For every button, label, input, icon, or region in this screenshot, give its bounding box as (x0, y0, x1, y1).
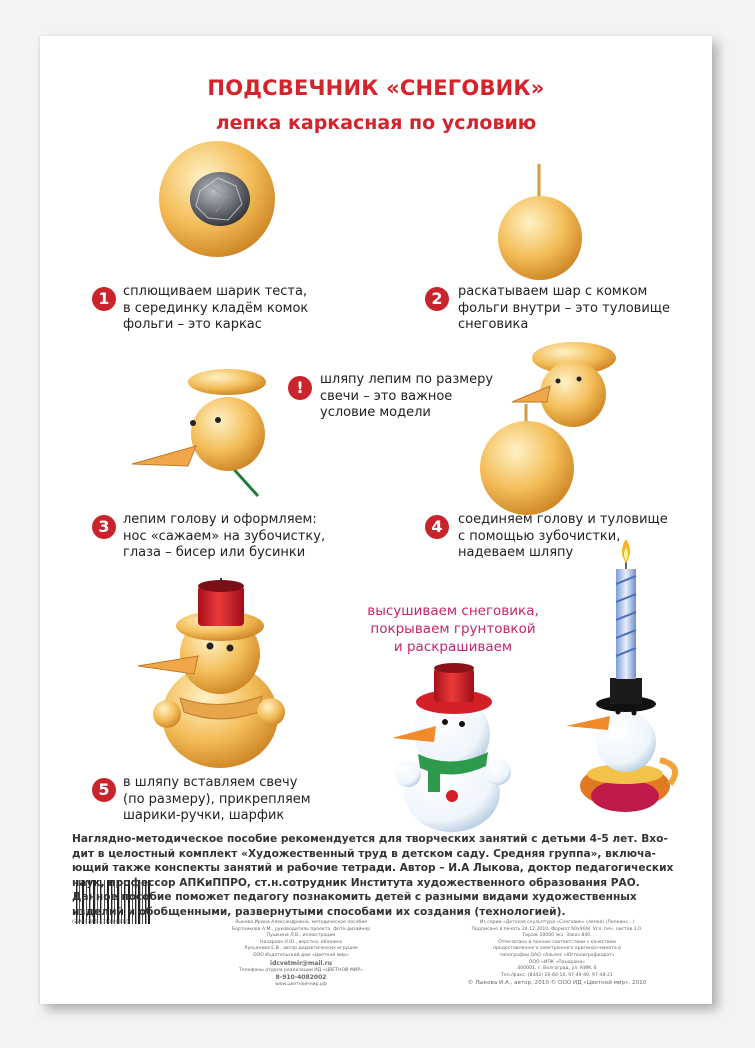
note-line: шляпу лепим по размеру (320, 372, 494, 387)
imprint-line: Из серии «Детская скульптура «Снеговик» (лепка) (Лепкинс...) (479, 920, 635, 925)
step-5-text (123, 775, 311, 825)
note-line: свечи – это важное (320, 388, 453, 404)
finish-line: покрываем грунтовкой (370, 621, 536, 637)
isbn-text (72, 920, 129, 927)
description-line: изделий и обобщенными, развернутыми способами их создания (технологией). (72, 905, 566, 918)
step-4-line: соединяем голову и туловище (458, 512, 668, 527)
step-5-line: шарики-ручки, шарфик (123, 808, 285, 823)
imprint-line: Бортникова А.М., руководитель проекта, фото-дизайнер (231, 926, 371, 932)
step-5-line: (по размеру), прикрепляем (123, 791, 311, 807)
page-title: ПОДСВЕЧНИК «СНЕГОВИК» (207, 76, 545, 100)
step-4-line: с помощью зубочистки, (458, 528, 621, 544)
step5-illustration (138, 578, 285, 768)
step3-illustration (132, 369, 266, 496)
imprint-right (432, 920, 682, 987)
step-4-text (458, 512, 668, 562)
imprint-line: ООО «ИПК «Панорама» (528, 959, 586, 965)
step-2-line: снеговика (458, 317, 529, 332)
step-1-text (123, 284, 308, 334)
step-4-line: надеваем шляпу (458, 545, 574, 560)
description-line: ющий также конспекты занятий и рабочие тетради. Автор – И.А Лыкова, доктор педагогических (72, 862, 674, 874)
description-paragraph (72, 832, 698, 919)
step-4-badge: 4 (425, 515, 449, 539)
imprint-line: Тираж 10000 экз. Заказ 840. (522, 933, 592, 939)
step2-illustration (498, 164, 582, 280)
description-line: Данное пособие поможет педагогу познакомить детей с разными видами художественных (72, 891, 637, 903)
candleholder-illustration (566, 539, 675, 812)
imprint-line: 8-910-4082002 (275, 974, 327, 982)
imprint-line: Отпечатано в полном соответствии с качеством (498, 939, 616, 945)
finish-text (358, 602, 548, 656)
imprint-line: www.цветной-мир.рф (275, 982, 327, 988)
finish-line: и раскрашиваем (393, 639, 513, 655)
warning-icon: ! (288, 376, 312, 400)
imprint-line: предоставленного электронного оригинал-макета в (493, 946, 621, 952)
step-1-line: фольги – это каркас (123, 317, 262, 332)
step-2-badge: 2 (425, 287, 449, 311)
step-3-badge: 3 (92, 515, 116, 539)
page-subtitle: лепка каркасная по условию (215, 112, 537, 134)
step-2-text (458, 284, 670, 334)
imprint-line: © Лыкова И.А., автор, 2010 © ООО ИД «Цветной мир», 2010 (467, 980, 647, 987)
imprint-line: Телефоны отдела реализации ИД «ЦВЕТНОЙ МИР» (239, 967, 363, 973)
step-1-badge: 1 (92, 287, 116, 311)
imprint-line: idcvetmir@mail.ru (270, 959, 332, 967)
step4-illustration (480, 342, 616, 515)
step-3-line: глаза – бисер или бусинки (123, 545, 306, 560)
step-1-line: сплющиваем шарик теста, (123, 284, 308, 299)
step-3-line: нос «сажаем» на зубочистку, (123, 528, 326, 544)
isbn-line: ISBN 978-5-4310-0003-5 (72, 920, 129, 925)
imprint-center (216, 920, 386, 989)
finish-line: высушиваем снеговика, (367, 603, 539, 619)
step-1-line: в серединку кладём комок (123, 300, 309, 316)
step-2-line: раскатываем шар с комком (458, 284, 648, 299)
imprint-line: ООО Издательский дом «Цветной мир» (253, 952, 349, 958)
imprint-line: 400001, г. Волгоград, ул. КИМ, 6 (517, 966, 597, 972)
step-5-badge: 5 (92, 778, 116, 802)
step-3-text (123, 512, 325, 562)
description-line: дит в целостный комплект «Художественный труд в детском саду. Средняя группа», включа- (72, 847, 656, 860)
imprint-line: Лыкова Ирина Александровна, методическое пособие (234, 920, 368, 925)
imprint-line: типографии ОАО «Альянс «Югполиграфиздат» (499, 952, 615, 958)
poster-sheet (40, 36, 712, 1004)
step-2-line: фольги внутри – это туловище (458, 300, 671, 316)
imprint-line: Пушкина Л.В., иллюстрации (266, 933, 336, 939)
painted-snowman-illustration (392, 663, 511, 832)
step1-illustration (159, 141, 275, 257)
imprint-line: Назарова Н.Ю., верстка, обложка (260, 939, 342, 945)
description-line: Наглядно-методическое пособие рекомендуется для творческих занятий с детьми 4-5 лет. Вхо- (72, 833, 668, 845)
note-line: условие модели (320, 405, 431, 420)
step-3-line: лепим голову и оформляем: (123, 512, 317, 527)
imprint-line: Тел./факс: (8442) 26-60-10, 97-49-40, 97-48-21 (501, 972, 613, 978)
description-line: наук, профессор АПКиППРО, ст.н.сотрудник Института художественного образования РАО. (72, 876, 640, 889)
note-text (320, 372, 493, 422)
step-5-line: в шляпу вставляем свечу (123, 775, 298, 790)
imprint-line: Подписано в печать 24.12.2010. Формат 60х90/8. Усл. печ. листов 1,0. (471, 926, 643, 932)
imprint-line: Лукьянова Е.В., автор дидактических игрушек (244, 946, 358, 952)
